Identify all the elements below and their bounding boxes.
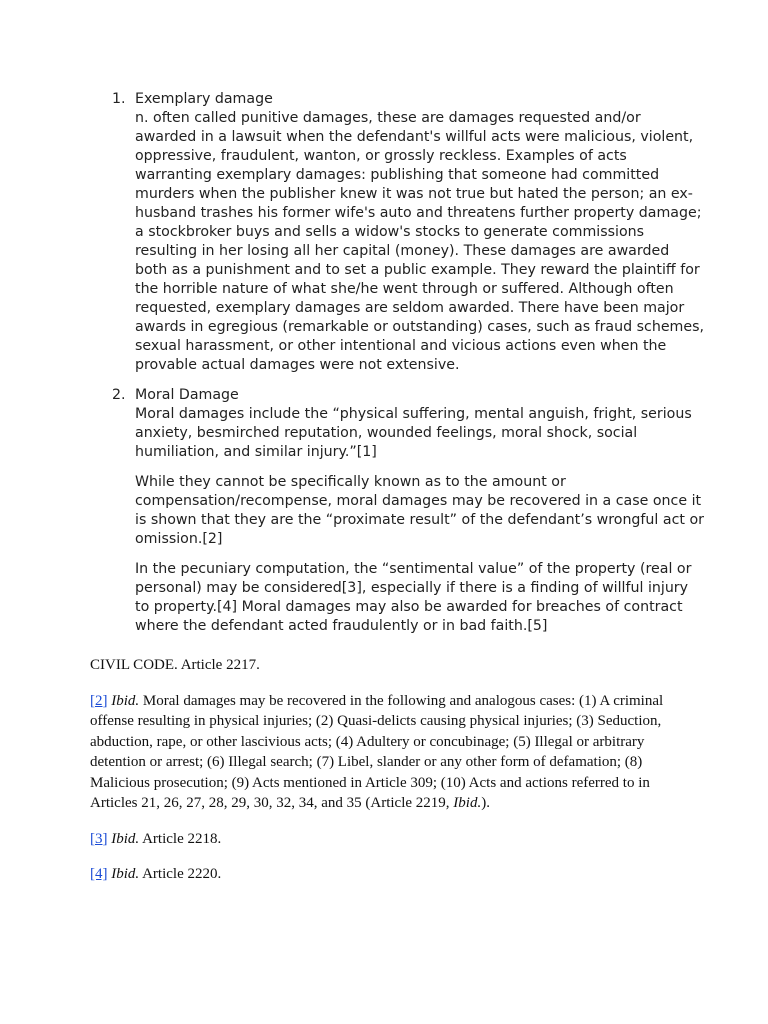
- item-paragraph: While they cannot be specifically known as to the amount or compensation/recompense, moral damages may be recovered in a case once it is shown that they are the “proximate result” of the defendant’s wrongful act or omission.[2]: [135, 474, 704, 547]
- footnote-text: Article 2218.: [139, 830, 222, 847]
- footnote-text: Article 2220.: [139, 866, 222, 882]
- footnote-ref-link[interactable]: [3]: [90, 830, 108, 847]
- footnote-4: [90, 864, 680, 885]
- item-paragraph: In the pecuniary computation, the “sentimental value” of the property (real or personal) may be considered[3], especially if there is a finding of willful injury to property.[4] Moral damages may also be awarded for breaches of contract where the defendant acted fraudulently or in bad faith.[5]: [135, 561, 692, 634]
- list-item-exemplary-damage: [104, 90, 704, 375]
- footnote-2: [90, 691, 680, 814]
- footnote-tail: ).: [481, 795, 490, 811]
- item-paragraph: Moral damages include the “physical suffering, mental anguish, fright, serious anxiety, besmirched reputation, wounded feelings, moral shock, social humiliation, and similar injury.”[1]: [135, 406, 692, 460]
- ibid-label: Ibid.: [111, 692, 140, 709]
- footnote-ref-link[interactable]: [2]: [90, 692, 108, 709]
- ibid-label: Ibid.: [111, 866, 140, 882]
- footnote-ref-link[interactable]: [4]: [90, 866, 108, 882]
- ibid-label: Ibid.: [453, 795, 482, 811]
- item-title: Moral Damage: [135, 387, 239, 403]
- ibid-label: Ibid.: [111, 830, 140, 847]
- footnotes: [90, 655, 680, 900]
- damages-list: [104, 90, 704, 647]
- footnote-3: [90, 829, 680, 850]
- footnote-text: Moral damages may be recovered in the following and analogous cases: (1) A criminal offense resulting in physical injuries; (2) Quasi-delicts causing physical injuries; (3) Seduction, abduction, rape, or other lascivious acts; (4) Adultery or concubinage; (5) Illegal or arbitrary detention or arrest; (6) Illegal search; (7) Libel, slander or any other form of defamation; (8) Malicious prosecution; (9) Acts mentioned in Article 309; (10) Acts and actions referred to in Articles 21, 26, 27, 28, 29, 30, 32, 34, and 35 (Article 2219,: [90, 692, 664, 811]
- item-paragraph: n. often called punitive damages, these are damages requested and/or awarded in a lawsuit when the defendant's willful acts were malicious, violent, oppressive, fraudulent, wanton, or grossly reckless. Examples of acts warranting exemplary damages: publishing that someone had committed murders when the publisher knew it was not true but hated the person; an ex-husband trashes his former wife's auto and threatens further property damage; a stockbroker buys and sells a widow's stocks to generate commissions resulting in her losing all her capital (money). These damages are awarded both as a punishment and to set a public example. They reward the plaintiff for the horrible nature of what she/he went through or suffered. Although often requested, exemplary damages are seldom awarded. There have been major awards in egregious (remarkable or outstanding) cases, such as fraud schemes, sexual harassment, or other intentional and vicious actions even when the provable actual damages were not extensive.: [135, 110, 704, 373]
- list-number: 2.: [112, 387, 126, 403]
- footnote-text: CIVIL CODE. Article 2217.: [90, 657, 260, 673]
- list-item-moral-damage: [104, 386, 704, 636]
- list-number: 1.: [112, 91, 126, 107]
- footnote-1: [90, 655, 680, 676]
- item-title: Exemplary damage: [135, 91, 273, 107]
